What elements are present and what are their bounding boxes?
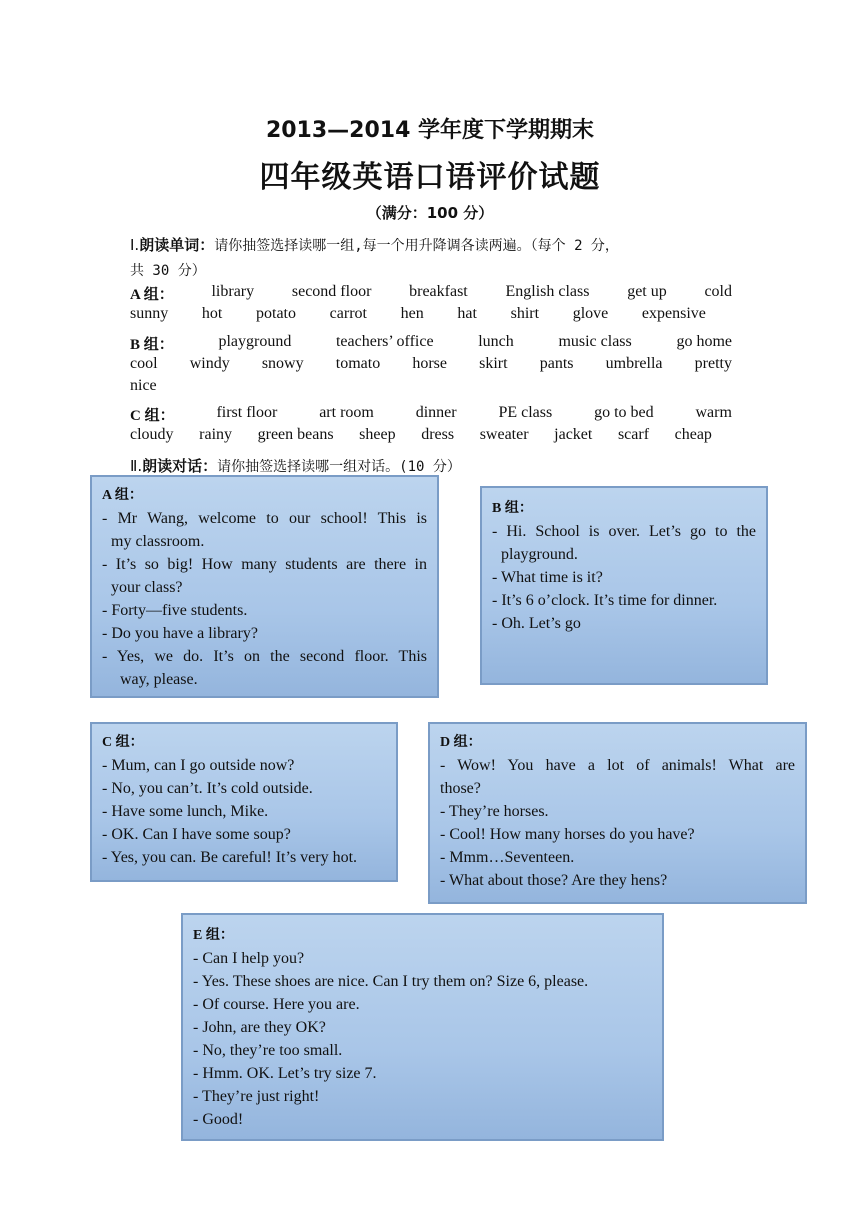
word: hot	[201, 305, 223, 322]
word: scarf	[617, 426, 650, 443]
word: jacket	[554, 426, 593, 443]
exam-title-main: 四年级英语口语评价试题	[259, 160, 601, 195]
word: warm	[695, 404, 732, 421]
part1-number: Ⅰ.	[130, 236, 140, 254]
group-c-row-1	[130, 404, 732, 425]
word: teachers’ office	[335, 333, 434, 350]
group-b-label: B 组：	[130, 337, 174, 353]
group-a-row-2	[130, 305, 706, 323]
dialog-line: - Yes, you can. Be careful! It’s very hot.	[102, 849, 358, 866]
word: nice	[130, 377, 157, 394]
full-score: （满分：100 分）	[366, 204, 494, 222]
part1-instruction: 请你抽签选择读哪一组,每一个用升降调各读两遍。（每个 2 分，	[214, 238, 619, 254]
dialog-line: - Wow! You have a lot of animals! What are	[440, 757, 795, 774]
dialog-line: - No, you can’t. It’s cold outside.	[102, 780, 313, 797]
word: expensive	[641, 305, 706, 322]
word: skirt	[479, 355, 508, 372]
dialog-b-label: B 组：	[492, 501, 533, 516]
part1-heading-line	[130, 234, 619, 255]
part1-heading: 朗读单词：	[139, 236, 215, 254]
word: cloudy	[130, 426, 174, 443]
dialog-line: - Do you have a library?	[102, 625, 258, 642]
dialog-line: way, please.	[120, 671, 198, 688]
word: rainy	[199, 426, 233, 443]
part2-heading-line	[130, 455, 461, 476]
dialog-line: - Have some lunch, Mike.	[102, 803, 269, 820]
word: go to bed	[594, 404, 654, 421]
word: shirt	[510, 305, 540, 322]
dialog-box-d	[428, 722, 807, 904]
dialog-line: - OK. Can I have some soup?	[102, 826, 291, 843]
group-b-row-2	[130, 355, 732, 373]
word: pretty	[694, 355, 732, 372]
word: horse	[412, 355, 447, 372]
dialog-line: - Mmm…Seventeen.	[440, 849, 575, 866]
word: sheep	[359, 426, 396, 443]
part2-number: Ⅱ.	[130, 457, 143, 475]
dialog-line: - It’s 6 o’clock. It’s time for dinner.	[492, 592, 718, 609]
group-b-row-3	[130, 377, 732, 395]
dialog-line: - Of course. Here you are.	[193, 996, 360, 1013]
word: tomato	[335, 355, 381, 372]
dialog-line: - No, they’re too small.	[193, 1042, 343, 1059]
word: carrot	[329, 305, 367, 322]
dialog-line: - Yes. These shoes are nice. Can I try them on? Size 6, please.	[193, 973, 589, 990]
dialog-line: playground.	[501, 546, 578, 563]
dialog-line: - Oh. Let’s go	[492, 615, 581, 632]
word: hen	[400, 305, 424, 322]
word: glove	[572, 305, 609, 322]
dialog-line: - Hmm. OK. Let’s try size 7.	[193, 1065, 377, 1082]
dialog-line: - They’re horses.	[440, 803, 549, 820]
dialog-box-b	[480, 486, 768, 685]
word: cool	[130, 355, 158, 372]
dialog-line: - Mr Wang, welcome to our school! This is	[102, 510, 427, 527]
group-a-label: A 组：	[130, 287, 174, 303]
word: PE class	[498, 404, 553, 421]
dialog-line: those?	[440, 780, 481, 797]
word: English class	[505, 283, 590, 300]
dialog-a-label: A 组：	[102, 488, 143, 503]
part1-instruction-cont: 共 30 分）	[130, 263, 206, 279]
dialog-line: - John, are they OK?	[193, 1019, 326, 1036]
dialog-line: - It’s so big! How many students are there in	[102, 556, 427, 573]
word: sunny	[130, 305, 169, 322]
word: cold	[704, 283, 732, 300]
dialog-line: - Mum, can I go outside now?	[102, 757, 295, 774]
part2-heading: 朗读对话：	[142, 457, 218, 475]
word: first floor	[216, 404, 278, 421]
word: pants	[539, 355, 574, 372]
group-b-row-1	[130, 333, 732, 354]
dialog-line: - What about those? Are they hens?	[440, 872, 668, 889]
word: go home	[676, 333, 732, 350]
word: art room	[319, 404, 374, 421]
part2-instruction: 请你抽签选择读哪一组对话。(10 分）	[217, 459, 461, 475]
dialog-line: your class?	[111, 579, 183, 596]
dialog-line: - Hi. School is over. Let’s go to the	[492, 523, 756, 540]
dialog-d-label: D 组：	[440, 735, 482, 750]
dialog-box-c	[90, 722, 398, 882]
word: sweater	[479, 426, 529, 443]
dialog-e-label: E 组：	[193, 928, 234, 943]
dialog-line: - Good!	[193, 1111, 244, 1128]
dialog-line: my classroom.	[111, 533, 205, 550]
dialog-line: - Cool! How many horses do you have?	[440, 826, 695, 843]
group-c-label: C 组：	[130, 408, 175, 424]
dialog-c-label: C 组：	[102, 735, 144, 750]
word: playground	[218, 333, 292, 350]
group-a-row-1	[130, 283, 732, 304]
word: music class	[558, 333, 632, 350]
word: get up	[627, 283, 667, 300]
word: hat	[457, 305, 477, 322]
dialog-box-e	[181, 913, 664, 1141]
group-c-row-2	[130, 426, 712, 444]
word: green beans	[257, 426, 334, 443]
word: library	[211, 283, 255, 300]
dialog-line: - What time is it?	[492, 569, 603, 586]
word: snowy	[261, 355, 304, 372]
dialog-line: - Forty—five students.	[102, 602, 248, 619]
word: dinner	[415, 404, 457, 421]
dialog-line: - They’re just right!	[193, 1088, 320, 1105]
exam-title-year: 2013—2014 学年度下学期期末	[265, 118, 595, 143]
word: potato	[256, 305, 296, 322]
word: windy	[189, 355, 230, 372]
word: umbrella	[605, 355, 663, 372]
word: second floor	[291, 283, 372, 300]
dialog-line: - Yes, we do. It’s on the second floor. This	[102, 648, 427, 665]
dialog-box-a	[90, 475, 439, 698]
word: cheap	[674, 426, 712, 443]
dialog-line: - Can I help you?	[193, 950, 305, 967]
word: dress	[421, 426, 455, 443]
word: breakfast	[409, 283, 468, 300]
word: lunch	[478, 333, 514, 350]
